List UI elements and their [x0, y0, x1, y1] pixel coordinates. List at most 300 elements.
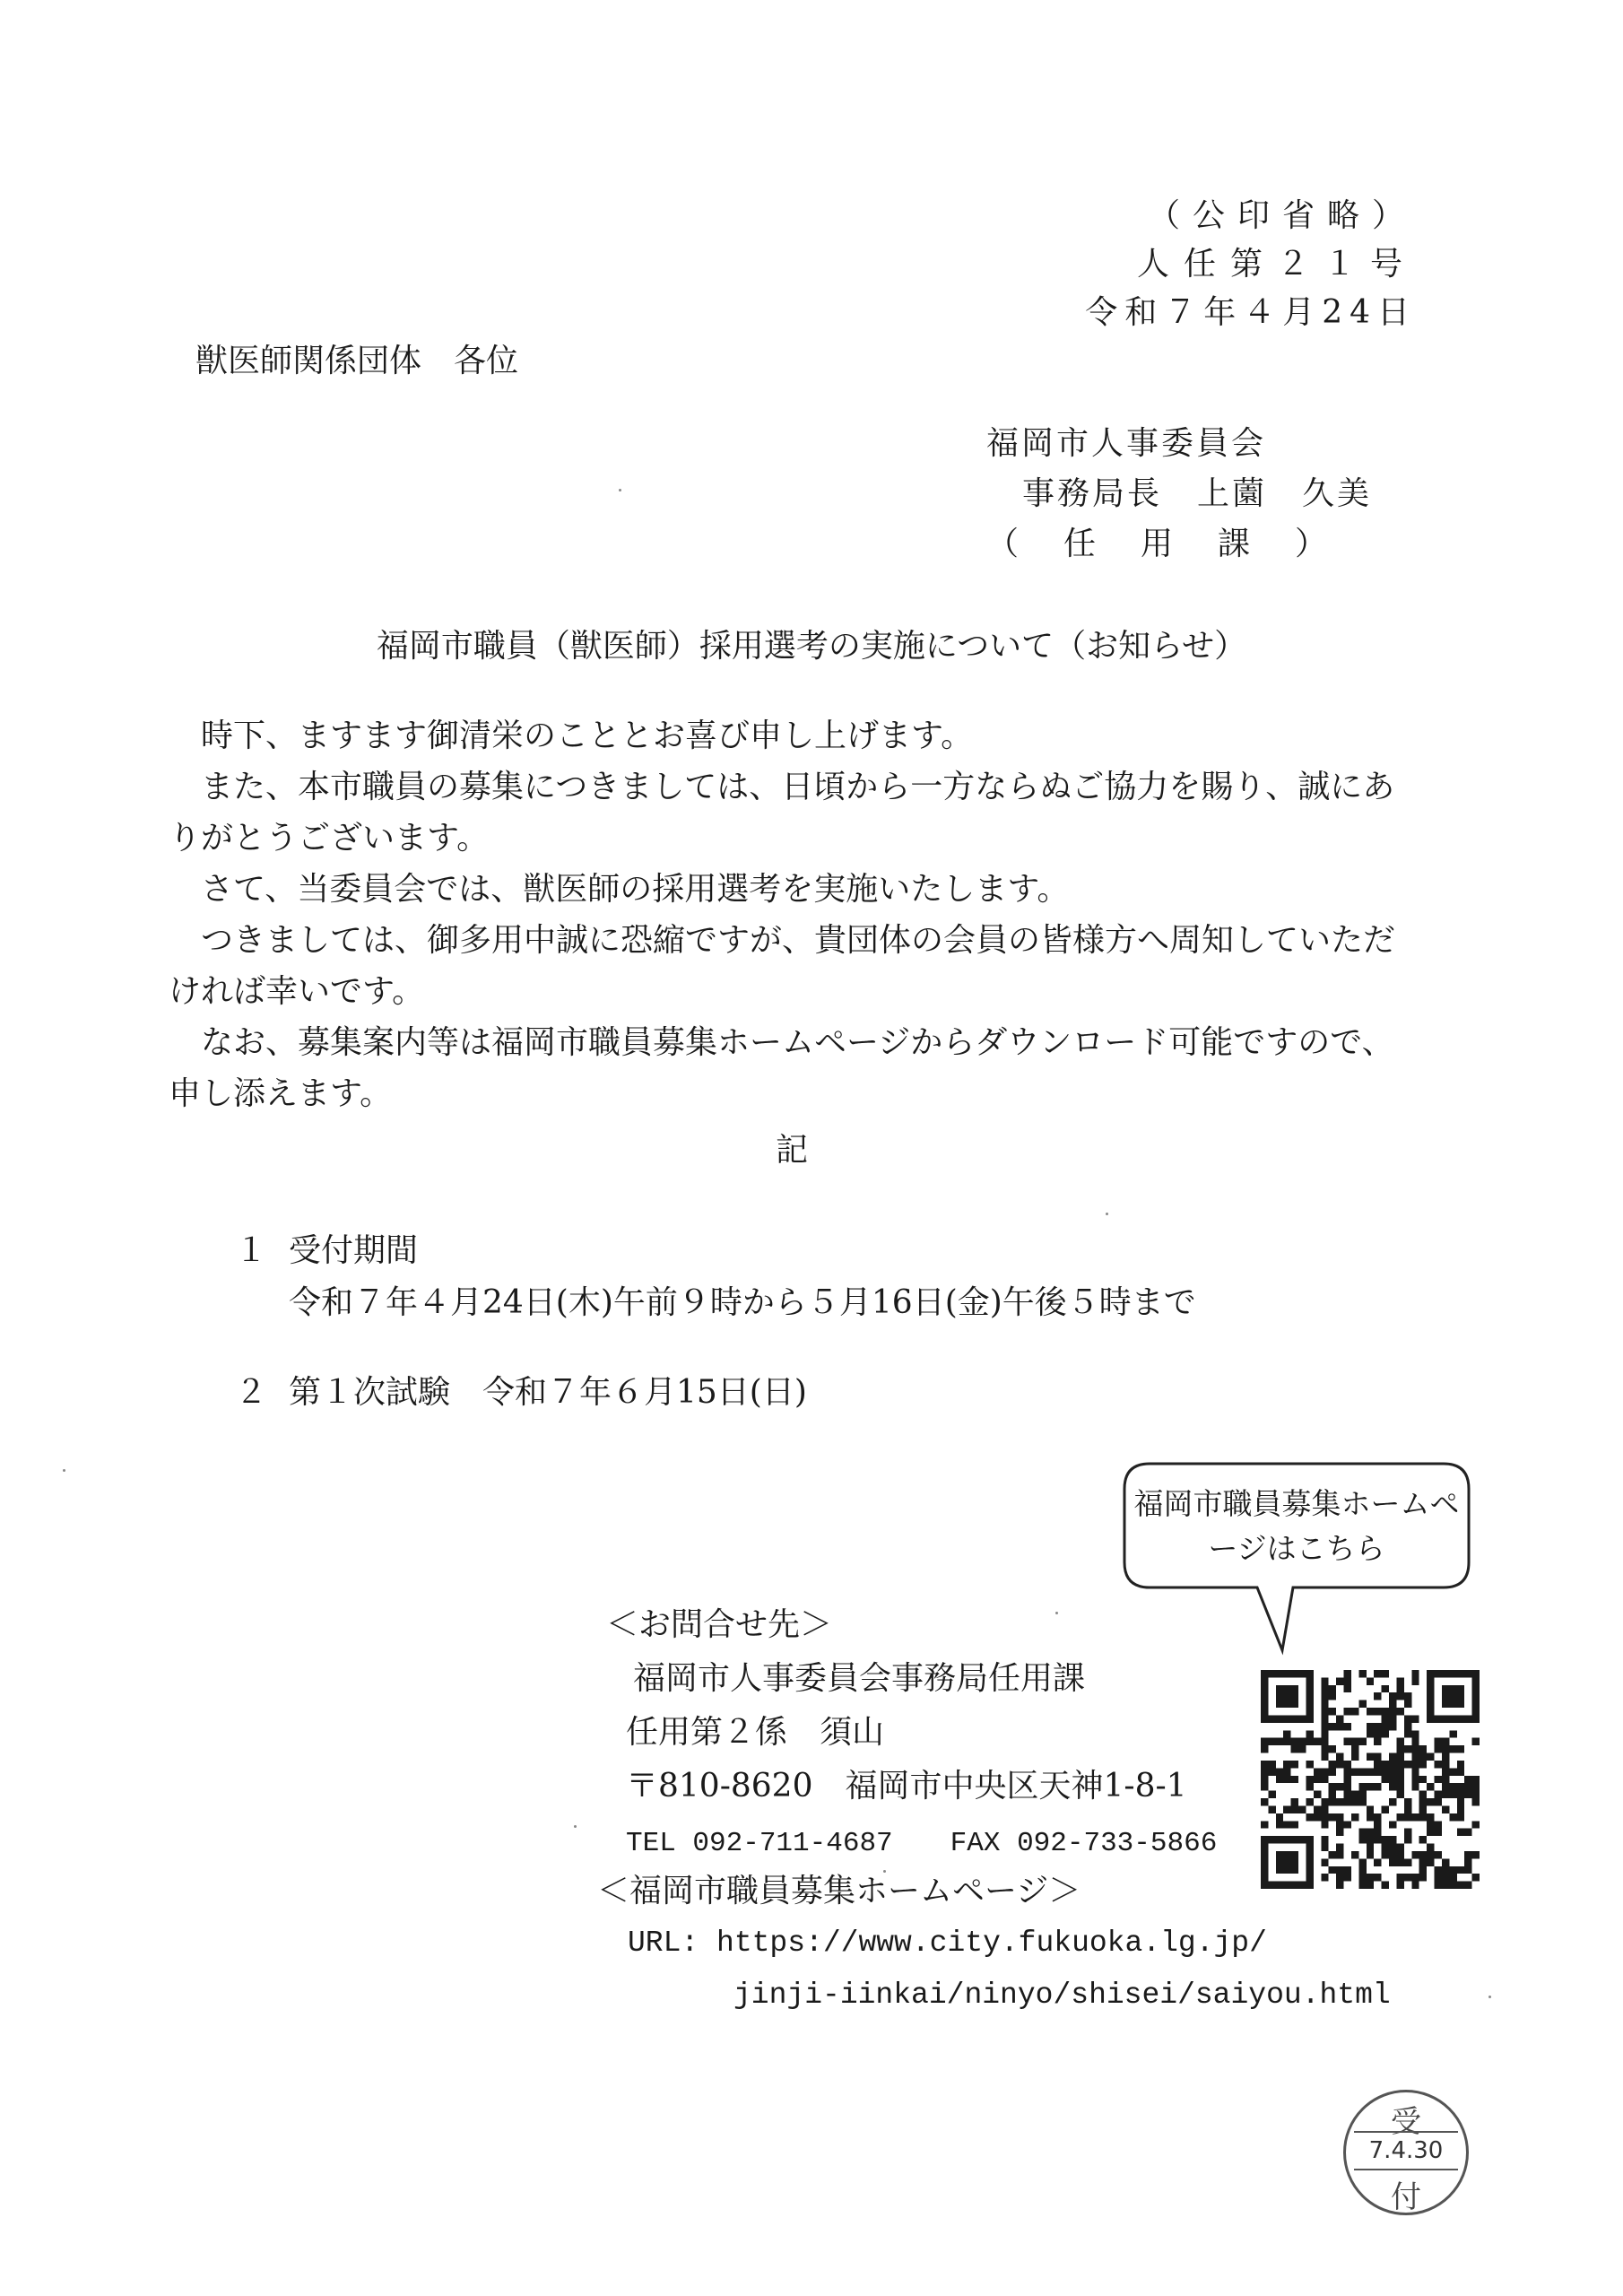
qr-module	[1291, 1776, 1298, 1783]
qr-module	[1306, 1851, 1313, 1858]
qr-module	[1472, 1791, 1480, 1798]
stamp-bottom-char: 付	[1391, 2179, 1421, 2215]
qr-module	[1321, 1813, 1328, 1821]
qr-module	[1358, 1783, 1366, 1790]
qr-module	[1306, 1798, 1313, 1805]
qr-module	[1344, 1761, 1351, 1768]
qr-module	[1283, 1761, 1290, 1768]
qr-module	[1329, 1685, 1336, 1692]
qr-module	[1283, 1738, 1290, 1745]
qr-module	[1344, 1685, 1351, 1692]
ki-heading: 記	[775, 1132, 808, 1169]
stamp-date: 7.4.30	[1354, 2131, 1458, 2170]
qr-module	[1336, 1677, 1343, 1684]
qr-module	[1389, 1821, 1396, 1828]
recipient: 獣医師関係団体 各位	[195, 343, 519, 379]
qr-module	[1321, 1677, 1328, 1684]
qr-module	[1472, 1670, 1480, 1677]
qr-module	[1367, 1836, 1374, 1843]
qr-module	[1344, 1708, 1351, 1715]
scan-speck	[1106, 1213, 1108, 1215]
qr-module	[1268, 1670, 1275, 1677]
qr-module	[1472, 1783, 1480, 1790]
qr-module	[1442, 1761, 1449, 1768]
qr-module	[1374, 1783, 1381, 1790]
item-detail: 令和７年４月24日(木)午前９時から５月16日(金)午後５時まで	[289, 1284, 1196, 1321]
qr-module	[1358, 1738, 1366, 1745]
qr-module	[1374, 1813, 1381, 1821]
qr-module	[1382, 1715, 1389, 1722]
qr-module	[1261, 1761, 1268, 1768]
qr-module	[1351, 1753, 1358, 1761]
qr-module	[1321, 1844, 1328, 1851]
qr-module	[1435, 1715, 1442, 1722]
qr-module	[1298, 1738, 1306, 1745]
qr-module	[1298, 1882, 1306, 1889]
qr-module	[1283, 1851, 1290, 1858]
qr-module	[1291, 1670, 1298, 1677]
body-paragraph: つきましては、御多用中誠に恐縮ですが、貴団体の会員の皆様方へ周知していただければ幸いです。	[169, 922, 1396, 1010]
qr-module	[1291, 1805, 1298, 1813]
received-stamp	[1343, 2090, 1469, 2215]
qr-module	[1336, 1761, 1343, 1768]
qr-module	[1306, 1874, 1313, 1881]
qr-module	[1472, 1685, 1480, 1692]
qr-module	[1329, 1692, 1336, 1700]
qr-module	[1321, 1753, 1328, 1761]
qr-module	[1283, 1858, 1290, 1866]
qr-module	[1306, 1866, 1313, 1874]
qr-module	[1472, 1677, 1480, 1684]
item-number: １	[235, 1232, 268, 1269]
qr-module	[1472, 1700, 1480, 1708]
item-number: ２	[235, 1374, 268, 1411]
qr-module	[1404, 1805, 1411, 1813]
qr-module	[1314, 1813, 1321, 1821]
qr-module	[1419, 1836, 1427, 1843]
qr-code-icon[interactable]	[1261, 1670, 1480, 1889]
qr-module	[1389, 1798, 1396, 1805]
qr-module	[1435, 1882, 1442, 1889]
qr-module	[1276, 1692, 1283, 1700]
item-label: 第１次試験 令和７年６月15日(日)	[289, 1374, 807, 1411]
qr-module	[1336, 1723, 1343, 1730]
qr-module	[1411, 1738, 1419, 1745]
qr-module	[1276, 1851, 1283, 1858]
qr-module	[1344, 1768, 1351, 1775]
qr-module	[1344, 1738, 1351, 1745]
qr-module	[1419, 1858, 1427, 1866]
qr-module	[1358, 1791, 1366, 1798]
qr-module	[1291, 1798, 1298, 1805]
qr-module	[1291, 1836, 1298, 1843]
qr-module	[1435, 1829, 1442, 1836]
qr-module	[1389, 1715, 1396, 1722]
qr-module	[1329, 1723, 1336, 1730]
qr-module	[1283, 1821, 1290, 1828]
qr-module	[1374, 1821, 1381, 1828]
qr-module	[1389, 1844, 1396, 1851]
homepage-url-line: URL: https://www.city.fukuoka.lg.jp/	[628, 1926, 1267, 1960]
sender-name: 事務局長 上薗 久美	[1022, 475, 1373, 512]
qr-module	[1464, 1829, 1471, 1836]
qr-module	[1261, 1783, 1268, 1790]
qr-module	[1351, 1708, 1358, 1715]
qr-module	[1336, 1821, 1343, 1828]
qr-module	[1419, 1805, 1427, 1813]
qr-module	[1261, 1738, 1268, 1745]
qr-module	[1427, 1783, 1434, 1790]
qr-module	[1435, 1821, 1442, 1828]
qr-module	[1283, 1882, 1290, 1889]
qr-module	[1306, 1738, 1313, 1745]
qr-module	[1427, 1813, 1434, 1821]
qr-module	[1329, 1745, 1336, 1752]
contact-block	[606, 1598, 1217, 1871]
qr-module	[1427, 1708, 1434, 1715]
qr-module	[1472, 1798, 1480, 1805]
qr-module	[1358, 1836, 1366, 1843]
qr-module	[1283, 1692, 1290, 1700]
qr-module	[1276, 1715, 1283, 1722]
qr-module	[1411, 1776, 1419, 1783]
qr-module	[1464, 1851, 1471, 1858]
qr-module	[1457, 1805, 1464, 1813]
qr-module	[1457, 1692, 1464, 1700]
qr-module	[1449, 1700, 1456, 1708]
qr-module	[1336, 1851, 1343, 1858]
qr-module	[1449, 1745, 1456, 1752]
qr-module	[1291, 1858, 1298, 1866]
qr-module	[1435, 1866, 1442, 1874]
qr-module	[1389, 1783, 1396, 1790]
qr-module	[1442, 1882, 1449, 1889]
qr-module	[1404, 1730, 1411, 1737]
qr-module	[1382, 1670, 1389, 1677]
qr-module	[1435, 1761, 1442, 1768]
qr-module	[1442, 1791, 1449, 1798]
qr-module	[1261, 1882, 1268, 1889]
qr-module	[1382, 1708, 1389, 1715]
qr-module	[1404, 1715, 1411, 1722]
qr-module	[1396, 1882, 1403, 1889]
document-date: 令和７年４月24日	[1085, 294, 1417, 331]
qr-module	[1321, 1692, 1328, 1700]
qr-module	[1396, 1708, 1403, 1715]
qr-module	[1464, 1783, 1471, 1790]
qr-module	[1374, 1730, 1381, 1737]
qr-module	[1261, 1836, 1268, 1843]
qr-module	[1344, 1821, 1351, 1828]
qr-module	[1435, 1738, 1442, 1745]
qr-module	[1261, 1685, 1268, 1692]
qr-module	[1427, 1670, 1434, 1677]
qr-module	[1442, 1783, 1449, 1790]
qr-module	[1306, 1844, 1313, 1851]
qr-module	[1306, 1776, 1313, 1783]
qr-module	[1435, 1798, 1442, 1805]
qr-module	[1276, 1738, 1283, 1745]
qr-module	[1344, 1798, 1351, 1805]
body-paragraph: さて、当委員会では、獣医師の採用選考を実施いたします。	[201, 871, 1070, 908]
qr-module	[1382, 1805, 1389, 1813]
qr-module	[1449, 1685, 1456, 1692]
qr-module	[1472, 1715, 1480, 1722]
qr-module	[1396, 1745, 1403, 1752]
qr-module	[1404, 1798, 1411, 1805]
qr-module	[1306, 1708, 1313, 1715]
qr-module	[1351, 1851, 1358, 1858]
qr-module	[1283, 1700, 1290, 1708]
contact-fax: FAX 092-733-5866	[950, 1828, 1218, 1859]
qr-module	[1396, 1791, 1403, 1798]
qr-module	[1306, 1685, 1313, 1692]
qr-module	[1427, 1798, 1434, 1805]
qr-module	[1336, 1753, 1343, 1761]
qr-module	[1427, 1851, 1434, 1858]
qr-module	[1472, 1776, 1480, 1783]
qr-module	[1321, 1685, 1328, 1692]
qr-module	[1411, 1670, 1419, 1677]
qr-module	[1283, 1685, 1290, 1692]
qr-module	[1321, 1730, 1328, 1737]
qr-module	[1261, 1677, 1268, 1684]
qr-module	[1427, 1821, 1434, 1828]
qr-module	[1389, 1851, 1396, 1858]
qr-module	[1351, 1791, 1358, 1798]
qr-module	[1298, 1745, 1306, 1752]
qr-module	[1344, 1677, 1351, 1684]
contact-office: 福岡市人事委員会事務局任用課	[633, 1660, 1086, 1697]
qr-module	[1427, 1677, 1434, 1684]
seal-omitted-note: （公印省略）	[1147, 197, 1417, 234]
qr-module	[1411, 1745, 1419, 1752]
qr-module	[1382, 1776, 1389, 1783]
qr-module	[1374, 1874, 1381, 1881]
qr-module	[1306, 1882, 1313, 1889]
qr-module	[1411, 1768, 1419, 1775]
qr-module	[1464, 1715, 1471, 1722]
qr-module	[1321, 1821, 1328, 1828]
qr-module	[1268, 1768, 1275, 1775]
qr-module	[1442, 1874, 1449, 1881]
qr-module	[1435, 1745, 1442, 1752]
qr-module	[1427, 1685, 1434, 1692]
body-paragraph: なお、募集案内等は福岡市職員募集ホームページからダウンロード可能ですので、申し添えます。	[169, 1024, 1394, 1112]
qr-module	[1358, 1768, 1366, 1775]
qr-module	[1336, 1813, 1343, 1821]
qr-module	[1336, 1882, 1343, 1889]
qr-module	[1457, 1715, 1464, 1722]
qr-module	[1367, 1753, 1374, 1761]
qr-module	[1283, 1730, 1290, 1737]
qr-module	[1396, 1851, 1403, 1858]
qr-module	[1464, 1791, 1471, 1798]
document-number: 人任第２１号	[1136, 246, 1417, 283]
qr-module	[1291, 1866, 1298, 1874]
qr-module	[1419, 1874, 1427, 1881]
qr-module	[1351, 1745, 1358, 1752]
qr-module	[1261, 1745, 1268, 1752]
qr-module	[1306, 1692, 1313, 1700]
qr-module	[1457, 1783, 1464, 1790]
qr-module	[1374, 1836, 1381, 1843]
qr-module	[1283, 1866, 1290, 1874]
sender-department: （任用課）	[986, 526, 1373, 562]
qr-module	[1374, 1753, 1381, 1761]
qr-module	[1374, 1761, 1381, 1768]
qr-module	[1367, 1677, 1374, 1684]
qr-module	[1419, 1761, 1427, 1768]
qr-module	[1261, 1874, 1268, 1881]
qr-module	[1411, 1677, 1419, 1684]
qr-module	[1367, 1805, 1374, 1813]
qr-module	[1306, 1858, 1313, 1866]
qr-module	[1261, 1692, 1268, 1700]
qr-module	[1261, 1715, 1268, 1722]
qr-module	[1306, 1677, 1313, 1684]
qr-module	[1329, 1708, 1336, 1715]
qr-module	[1442, 1670, 1449, 1677]
qr-module	[1442, 1753, 1449, 1761]
qr-module	[1291, 1738, 1298, 1745]
qr-module	[1389, 1753, 1396, 1761]
qr-module	[1396, 1753, 1403, 1761]
qr-module	[1442, 1768, 1449, 1775]
qr-module	[1291, 1821, 1298, 1828]
qr-module	[1336, 1866, 1343, 1874]
qr-module	[1389, 1761, 1396, 1768]
qr-module	[1396, 1874, 1403, 1881]
qr-module	[1442, 1700, 1449, 1708]
scan-speck	[619, 489, 621, 491]
qr-module	[1358, 1866, 1366, 1874]
qr-module	[1389, 1723, 1396, 1730]
qr-module	[1374, 1692, 1381, 1700]
qr-module	[1396, 1776, 1403, 1783]
qr-module	[1367, 1829, 1374, 1836]
qr-module	[1442, 1776, 1449, 1783]
qr-module	[1298, 1805, 1306, 1813]
qr-module	[1367, 1730, 1374, 1737]
contact-address: 〒810-8620 福岡市中央区天神1-8-1	[626, 1768, 1187, 1805]
qr-module	[1314, 1738, 1321, 1745]
qr-module	[1382, 1844, 1389, 1851]
qr-module	[1457, 1798, 1464, 1805]
qr-module	[1419, 1866, 1427, 1874]
qr-module	[1329, 1866, 1336, 1874]
qr-module	[1472, 1708, 1480, 1715]
qr-module	[1374, 1738, 1381, 1745]
qr-module	[1306, 1730, 1313, 1737]
qr-module	[1449, 1813, 1456, 1821]
qr-module	[1442, 1738, 1449, 1745]
qr-module	[1449, 1670, 1456, 1677]
qr-module	[1464, 1670, 1471, 1677]
qr-module	[1283, 1836, 1290, 1843]
qr-module	[1419, 1798, 1427, 1805]
qr-module	[1283, 1768, 1290, 1775]
qr-module	[1464, 1776, 1471, 1783]
qr-module	[1283, 1805, 1290, 1813]
qr-module	[1382, 1723, 1389, 1730]
qr-module	[1464, 1858, 1471, 1866]
qr-module	[1268, 1715, 1275, 1722]
qr-module	[1268, 1882, 1275, 1889]
qr-module	[1298, 1836, 1306, 1843]
contact-section: 任用第２係 須山	[626, 1714, 885, 1751]
contact-heading: ＜お問合せ先＞	[606, 1606, 833, 1643]
qr-module	[1336, 1798, 1343, 1805]
qr-module	[1374, 1670, 1381, 1677]
qr-module	[1442, 1745, 1449, 1752]
qr-module	[1374, 1858, 1381, 1866]
qr-module	[1261, 1851, 1268, 1858]
qr-module	[1314, 1791, 1321, 1798]
qr-module	[1374, 1768, 1381, 1775]
qr-module	[1367, 1783, 1374, 1790]
qr-module	[1411, 1783, 1419, 1790]
scan-speck	[883, 1870, 886, 1873]
qr-module	[1382, 1761, 1389, 1768]
qr-module	[1389, 1700, 1396, 1708]
homepage-url-line: jinji-iinkai/ninyo/shisei/saiyou.html	[733, 1979, 1391, 2012]
qr-module	[1404, 1874, 1411, 1881]
qr-module	[1427, 1753, 1434, 1761]
qr-module	[1321, 1745, 1328, 1752]
qr-module	[1442, 1715, 1449, 1722]
qr-module	[1306, 1783, 1313, 1790]
qr-module	[1283, 1670, 1290, 1677]
qr-module	[1329, 1783, 1336, 1790]
qr-module	[1435, 1791, 1442, 1798]
qr-module	[1382, 1851, 1389, 1858]
qr-module	[1329, 1761, 1336, 1768]
qr-module	[1396, 1692, 1403, 1700]
qr-module	[1367, 1723, 1374, 1730]
qr-module	[1389, 1768, 1396, 1775]
qr-module	[1449, 1882, 1456, 1889]
qr-module	[1336, 1715, 1343, 1722]
qr-module	[1321, 1738, 1328, 1745]
qr-module	[1382, 1882, 1389, 1889]
qr-module	[1276, 1882, 1283, 1889]
qr-module	[1321, 1776, 1328, 1783]
qr-module	[1419, 1776, 1427, 1783]
qr-module	[1457, 1866, 1464, 1874]
qr-module	[1261, 1858, 1268, 1866]
qr-module	[1306, 1836, 1313, 1843]
qr-module	[1389, 1836, 1396, 1843]
qr-module	[1367, 1813, 1374, 1821]
qr-module	[1396, 1844, 1403, 1851]
qr-module	[1344, 1866, 1351, 1874]
qr-module	[1291, 1700, 1298, 1708]
qr-module	[1404, 1858, 1411, 1866]
qr-module	[1336, 1844, 1343, 1851]
qr-module	[1382, 1768, 1389, 1775]
qr-module	[1291, 1851, 1298, 1858]
qr-module	[1472, 1874, 1480, 1881]
qr-module	[1374, 1829, 1381, 1836]
qr-module	[1276, 1670, 1283, 1677]
qr-module	[1261, 1776, 1268, 1783]
qr-module	[1344, 1776, 1351, 1783]
qr-module	[1449, 1874, 1456, 1881]
qr-module	[1276, 1700, 1283, 1708]
qr-module	[1449, 1715, 1456, 1722]
qr-module	[1276, 1776, 1283, 1783]
